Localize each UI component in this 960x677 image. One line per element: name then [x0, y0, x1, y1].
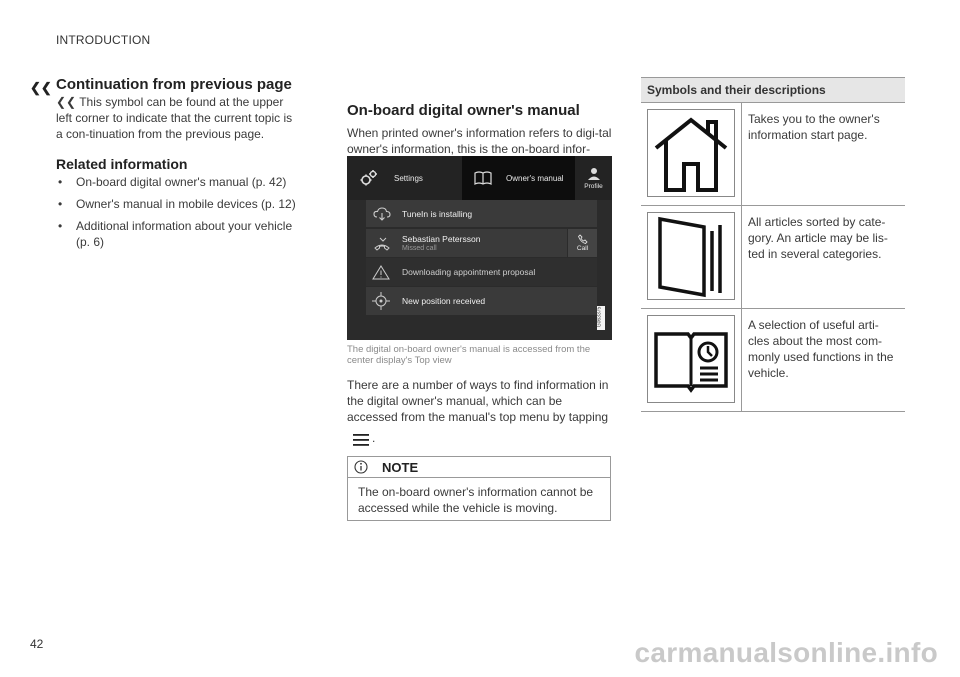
- continuation-body: ❮❮ This symbol can be found at the upper left corner to indicate that the current topic is a con-tinuation from the previous page.: [56, 95, 293, 141]
- symbols-table-header: Symbols and their descriptions: [641, 77, 905, 103]
- continuation-title: Continuation from previous page: [56, 76, 292, 93]
- continuation-marker-icon: ❮❮: [30, 80, 52, 95]
- notification-missed-call[interactable]: [366, 229, 567, 257]
- call-button[interactable]: [568, 229, 597, 257]
- missed-call-label: Missed call: [402, 245, 437, 252]
- symbols-table: [641, 77, 905, 412]
- center-display-screenshot: [347, 156, 612, 340]
- symbol-description: All articles sorted by cate-gory. An article may be lis-ted in several categories.: [748, 215, 888, 261]
- note-body: The on-board owner's information cannot be accessed while the vehicle is moving.: [358, 485, 594, 515]
- related-link-1[interactable]: • Owner's manual in mobile devices (p. 12): [58, 197, 296, 211]
- book-clock-icon: [647, 315, 735, 403]
- related-list: [56, 174, 302, 250]
- onboard-paragraph-text: There are a number of ways to find information in the digital owner's manual, which can be accessed from the manual's top menu by tapping: [347, 378, 609, 424]
- symbol-description: A selection of useful arti-cles about the most com-monly used functions in the vehicle.: [748, 318, 894, 380]
- menu-icon: [353, 434, 369, 446]
- note-box: [347, 456, 611, 521]
- person-icon: [587, 167, 601, 181]
- home-icon: [647, 109, 735, 197]
- related-title: Related information: [56, 156, 188, 172]
- book-icon: [474, 171, 492, 185]
- gear-icon: [358, 167, 380, 189]
- onboard-paragraph-end: .: [372, 431, 376, 445]
- tab-owners-manual[interactable]: [462, 156, 575, 200]
- target-icon: [372, 292, 390, 310]
- symbol-description: Takes you to the owner's information start page.: [748, 112, 880, 142]
- notification-appointment[interactable]: [366, 258, 597, 286]
- table-row: [641, 309, 905, 412]
- image-code-label: [597, 306, 605, 330]
- phone-icon: [578, 234, 588, 244]
- tab-profile-label: Profile: [584, 182, 603, 190]
- page-number: 42: [30, 637, 44, 651]
- notification-appointment-text: Downloading appointment proposal: [402, 267, 536, 277]
- download-cloud-icon: [373, 207, 391, 221]
- notification-position-text: New position received: [402, 296, 486, 306]
- notification-tunein[interactable]: [366, 200, 597, 227]
- column-continuation: [56, 76, 302, 256]
- notification-position[interactable]: [366, 287, 597, 315]
- call-button-label: Call: [576, 245, 589, 252]
- tab-profile[interactable]: [575, 156, 612, 200]
- tab-manual-label: Owner's manual: [506, 173, 564, 183]
- image-caption: The digital on-board owner's manual is accessed from the center display's Top view: [347, 344, 591, 366]
- related-link-2[interactable]: • Additional information about your vehicle (p. 6): [58, 219, 293, 249]
- onboard-intro: When printed owner's information refers to digi-tal owner's information, this is the on-board infor-: [347, 126, 612, 156]
- image-code: G063375: [596, 306, 603, 328]
- onboard-title: On-board digital owner's manual: [347, 102, 580, 119]
- info-icon: [354, 460, 368, 474]
- tab-settings-label: Settings: [394, 173, 423, 183]
- tab-settings[interactable]: [347, 156, 462, 200]
- note-label: NOTE: [382, 459, 419, 475]
- onboard-paragraph: [347, 377, 612, 446]
- book-pages-icon: [647, 212, 735, 300]
- page-header: INTRODUCTION: [56, 33, 151, 47]
- table-row: [641, 206, 905, 309]
- notification-tunein-text: TuneIn is installing: [402, 209, 473, 219]
- related-link-0[interactable]: • On-board digital owner's manual (p. 42): [58, 175, 287, 189]
- watermark: carmanualsonline.info: [634, 637, 938, 668]
- missed-call-icon: [374, 237, 390, 251]
- table-row: [641, 103, 905, 206]
- note-header: [348, 457, 610, 478]
- caller-name: Sebastian Petersson: [402, 234, 481, 244]
- warning-icon: [372, 265, 390, 280]
- display-top-bar: [347, 156, 612, 200]
